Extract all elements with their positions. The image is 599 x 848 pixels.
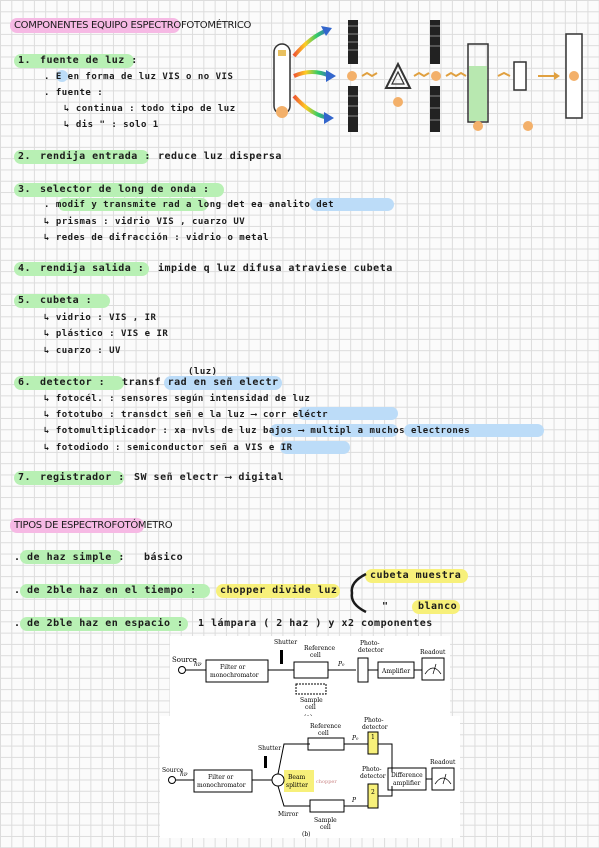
- sub-item: ↳ prismas : vidrio VIS , cuarzo UV: [44, 217, 246, 227]
- svg-text:Amplifier: Amplifier: [382, 668, 411, 675]
- svg-text:detector: detector: [358, 647, 384, 654]
- svg-text:detector: detector: [360, 773, 386, 780]
- svg-text:1: 1: [371, 734, 375, 741]
- note: (luz): [188, 367, 218, 377]
- sub-item: ↳ fotocél. : sensores según intensidad de luz: [44, 394, 311, 404]
- svg-text:hν: hν: [180, 771, 188, 778]
- svg-text:P₀: P₀: [338, 661, 345, 668]
- svg-text:Readout: Readout: [420, 649, 446, 656]
- svg-text:Difference: Difference: [391, 772, 423, 779]
- sub-item: . modif y transmite rad a long det ea analito det: [44, 200, 335, 210]
- source-label: Source: [172, 656, 197, 664]
- item-label: rendija entrada :: [40, 151, 151, 162]
- svg-text:P₀: P₀: [352, 735, 359, 742]
- svg-text:Readout: Readout: [430, 759, 456, 766]
- svg-text:2: 2: [371, 789, 375, 796]
- svg-text:Shutter: Shutter: [258, 745, 282, 752]
- svg-text:cell: cell: [305, 704, 316, 711]
- item-desc: SW señ electr ⟶ digital: [134, 472, 284, 483]
- sub-item: . E en forma de luz VIS o no VIS: [44, 72, 234, 82]
- sub-item: ↳ redes de difracción : vidrio o metal: [44, 233, 269, 243]
- shutter-label: Shutter: [274, 639, 298, 646]
- sub-item: ↳ plástico : VIS e IR: [44, 329, 169, 339]
- type-desc: chopper divide luz: [220, 585, 338, 596]
- type-label: . de haz simple :: [14, 552, 125, 563]
- svg-text:splitter: splitter: [286, 782, 308, 789]
- sub-item: ↳ cuarzo : UV: [44, 346, 121, 356]
- item-label: selector de long de onda :: [40, 184, 210, 195]
- sub-item: ↳ vidrio : VIS , IR: [44, 313, 157, 323]
- svg-text:Photo-: Photo-: [362, 766, 382, 773]
- svg-text:Mirror: Mirror: [278, 811, 299, 818]
- svg-text:Source: Source: [162, 767, 184, 774]
- svg-text:Reference: Reference: [310, 723, 342, 730]
- svg-text:detector: detector: [362, 724, 388, 731]
- sub-item: ↳ fotodiodo : semiconductor señ a VIS e IR: [44, 443, 293, 453]
- type-label: . de 2ble haz en espacio :: [14, 618, 184, 629]
- sub-item: ↳ continua : todo tipo de luz: [64, 104, 236, 114]
- svg-text:monochromator: monochromator: [197, 782, 246, 789]
- svg-text:Sample: Sample: [300, 697, 323, 704]
- item-num: 6.: [18, 377, 32, 388]
- item-num: 2.: [18, 151, 32, 162]
- svg-text:cell: cell: [320, 824, 331, 831]
- item-num: 7.: [18, 472, 32, 483]
- single-beam-diagram: [170, 636, 450, 722]
- detector-icon: [514, 62, 526, 90]
- sub-item: ↳ dis " : solo 1: [64, 120, 159, 130]
- svg-text:Reference: Reference: [304, 645, 336, 652]
- marker-icon: [276, 106, 288, 118]
- branch-ditto: ": [382, 601, 389, 612]
- svg-text:Beam: Beam: [288, 774, 306, 781]
- hv-label: hν: [194, 661, 202, 668]
- svg-text:Filter or: Filter or: [220, 664, 246, 671]
- item-num: 1.: [18, 55, 32, 66]
- sub-item: . fuente :: [44, 88, 104, 98]
- type-desc: 1 lámpara ( 2 haz ) y x2 componentes: [198, 618, 433, 629]
- item-label: detector :: [40, 377, 106, 388]
- item-num: 3.: [18, 184, 32, 195]
- item-label: rendija salida :: [40, 263, 145, 274]
- svg-text:Filter or: Filter or: [208, 774, 234, 781]
- type-label: . de 2ble haz en el tiempo :: [14, 585, 197, 596]
- item-num: 4.: [18, 263, 32, 274]
- svg-text:P: P: [352, 797, 357, 804]
- item-label: fuente de luz :: [40, 55, 138, 66]
- sub-item: ↳ fotomultiplicador : xa nvls de luz bajos ⟶ multipl a muchos electrones: [44, 426, 471, 436]
- svg-text:amplifier: amplifier: [393, 780, 421, 787]
- svg-text:cell: cell: [310, 652, 321, 659]
- section-title-2: TIPOS DE ESPECTROFOTÓMETRO: [14, 520, 173, 531]
- branch-muestra: cubeta muestra: [370, 570, 462, 581]
- item-desc: reduce luz dispersa: [158, 151, 282, 162]
- item-label: cubeta :: [40, 295, 93, 306]
- svg-text:(b): (b): [302, 831, 311, 838]
- item-desc: impide q luz difusa atraviese cubeta: [158, 263, 393, 274]
- svg-text:Sample: Sample: [314, 817, 337, 824]
- double-beam-diagram: [160, 716, 460, 838]
- branch-blanco: blanco: [418, 601, 458, 612]
- type-desc: básico: [144, 552, 184, 563]
- svg-text:Photo-: Photo-: [360, 640, 380, 647]
- sub-item: ↳ fototubo : transdct señ e la luz ⟶ corr eléctr: [44, 410, 329, 420]
- section-title: COMPONENTES EQUIPO ESPECTROFOTOMÉTRICO: [14, 20, 252, 31]
- item-label: registrador :: [40, 472, 125, 483]
- item-num: 5.: [18, 295, 32, 306]
- spectrophotometer-diagram: [266, 16, 596, 136]
- svg-text:monochromator: monochromator: [210, 672, 259, 679]
- svg-text:cell: cell: [318, 730, 329, 737]
- svg-text:Photo-: Photo-: [364, 717, 384, 724]
- svg-text:chopper: chopper: [316, 779, 337, 785]
- item-desc: transf rad en señ electr: [122, 377, 279, 388]
